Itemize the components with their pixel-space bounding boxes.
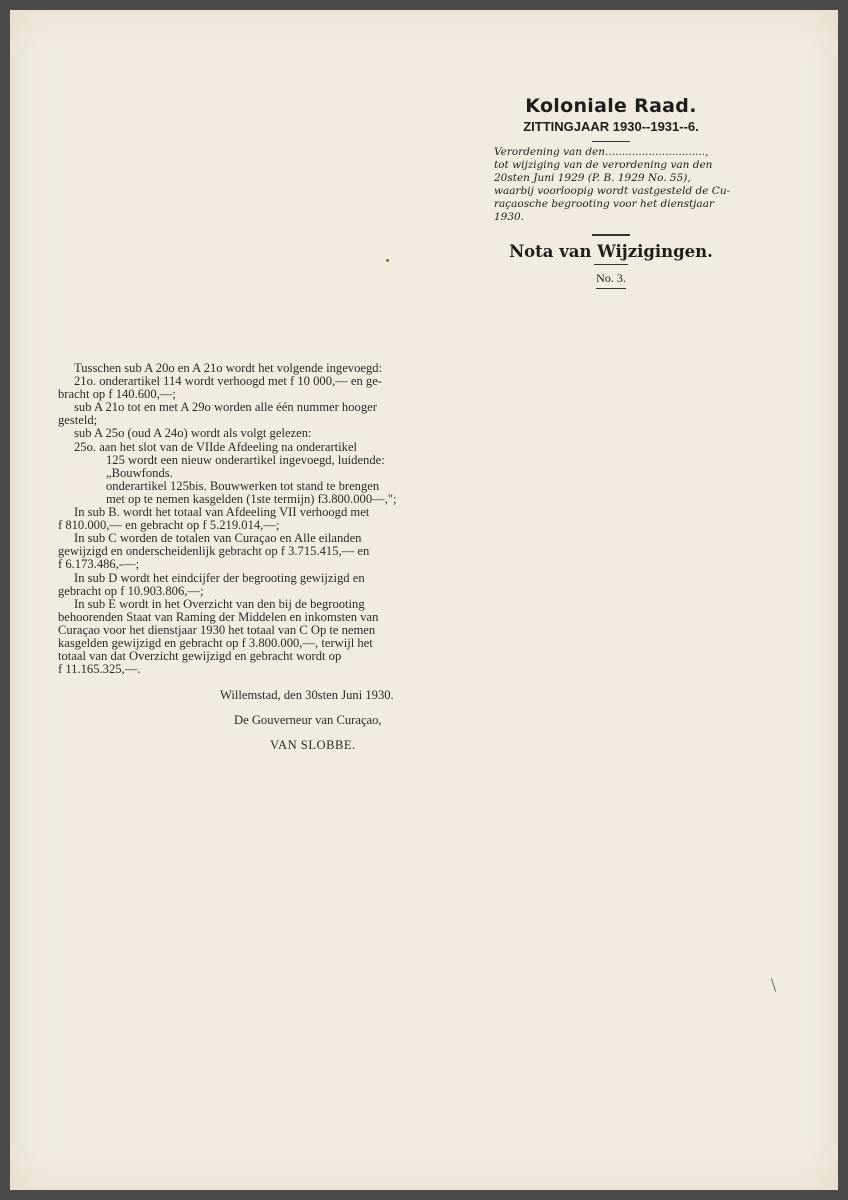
text-line: gewijzigd en onderscheidenlijk gebracht op f 3.715.415,— en bbox=[58, 544, 370, 559]
place-date: Willemstad, den 30sten Juni 1930. bbox=[220, 688, 394, 702]
text-line: totaal van dat Overzicht gewijzigd en gebracht wordt op bbox=[58, 649, 342, 664]
signature-block bbox=[220, 688, 394, 763]
document-header bbox=[480, 94, 742, 289]
divider bbox=[594, 264, 628, 265]
text-line: Curaçao voor het dienstjaar 1930 het totaal van C Op te nemen bbox=[58, 622, 376, 637]
governor-name: VAN SLOBBE. bbox=[270, 738, 356, 752]
text-line: In sub E wordt in het Overzicht van den bij de begrooting bbox=[74, 596, 365, 611]
pencil-mark bbox=[771, 978, 776, 992]
text-line: f 810.000,— en gebracht op f 5.219.014,—; bbox=[58, 518, 280, 533]
subject-line: 20sten Juni 1929 (P. B. 1929 No. 55), bbox=[494, 172, 691, 184]
text-line: „Bouwfonds. bbox=[106, 465, 173, 480]
text-line: 25o. aan het slot van de VIIde Afdeeling na onderartikel bbox=[74, 439, 358, 454]
governor-title: De Gouverneur van Curaçao, bbox=[234, 713, 382, 727]
subject-line: Verordening van den.............................., bbox=[494, 146, 709, 158]
divider bbox=[592, 234, 630, 236]
subject-line: tot wijziging van de verordening van den bbox=[494, 159, 713, 171]
text-line: onderartikel 125bis. Bouwwerken tot stand te brengen bbox=[106, 478, 380, 493]
text-line: sub A 21o tot en met A 29o worden alle één nummer hooger bbox=[74, 400, 377, 415]
document-number: No. 3. bbox=[596, 271, 626, 289]
text-line: bracht op f 140.600,—; bbox=[58, 387, 176, 402]
council-title: Koloniale Raad. bbox=[525, 95, 697, 117]
text-line: gesteld; bbox=[58, 413, 98, 428]
session-year: ZITTINGJAAR 1930--1931--6. bbox=[523, 119, 699, 134]
text-line: sub A 25o (oud A 24o) wordt als volgt gelezen: bbox=[74, 426, 312, 441]
text-line: In sub D wordt het eindcijfer der begrooting gewijzigd en bbox=[74, 570, 365, 585]
paper-speck bbox=[386, 259, 389, 262]
text-line: 125 wordt een nieuw onderartikel ingevoegd, luidende: bbox=[106, 452, 385, 467]
text-line: gebracht op f 10.903.806,—; bbox=[58, 583, 204, 598]
text-line: f 11.165.325,—. bbox=[58, 662, 141, 677]
subject-line: 1930. bbox=[494, 211, 525, 223]
text-line: 21o. onderartikel 114 wordt verhoogd met f 10 000,— en ge- bbox=[74, 374, 383, 389]
text-line: In sub C worden de totalen van Curaçao en Alle eilanden bbox=[74, 531, 362, 546]
amendment-text bbox=[58, 362, 432, 676]
subject-line: raçaosche begrooting voor het dienstjaar bbox=[494, 198, 714, 210]
nota-heading: Nota van Wijzigingen. bbox=[509, 242, 713, 261]
text-line: Tusschen sub A 20o en A 21o wordt het volgende ingevoegd: bbox=[74, 361, 383, 375]
document-page bbox=[10, 10, 838, 1190]
text-line: kasgelden gewijzigd en gebracht op f 3.800.000,—, terwijl het bbox=[58, 635, 373, 650]
ordinance-subject bbox=[480, 146, 742, 224]
text-line: f 6.173.486,-—; bbox=[58, 557, 140, 572]
text-line: In sub B. wordt het totaal van Afdeeling VII verhoogd met bbox=[74, 505, 370, 520]
subject-line: waarbij voorloopig wordt vastgesteld de Cu- bbox=[494, 185, 731, 197]
divider bbox=[592, 141, 630, 142]
text-line: met op te nemen kasgelden (1ste termijn) f3.800.000—,"; bbox=[106, 491, 397, 506]
text-line: behoorenden Staat van Raming der Middelen en inkomsten van bbox=[58, 609, 379, 624]
